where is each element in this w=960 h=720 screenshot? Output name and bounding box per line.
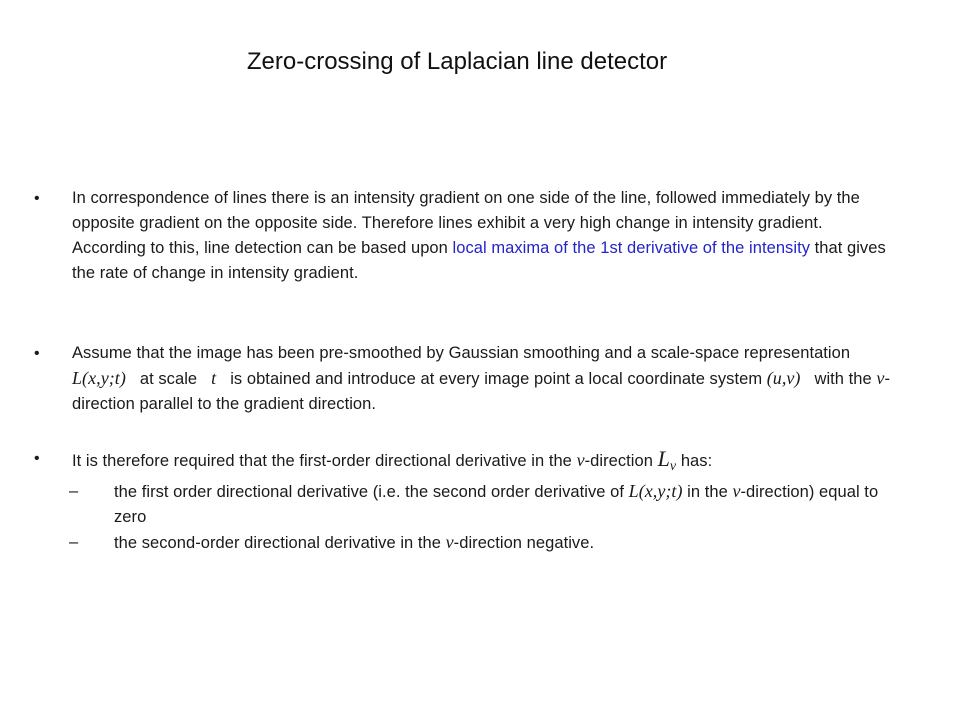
bullet-item-3 xyxy=(34,446,892,556)
math-scale-t: t xyxy=(211,368,217,388)
sub-item-1-text-b: in the xyxy=(687,483,728,501)
math-uv-coordinates: (u,v) xyxy=(766,368,801,388)
math-v: v xyxy=(876,368,885,388)
sub-item-2-text-b: -direction negative. xyxy=(453,534,595,552)
bullet-1-text-end: that gives the rate of change in intensity gradient. xyxy=(72,239,886,282)
math-scale-space-function: L(x,y;t) xyxy=(628,481,683,501)
sub-item-1-text-a: the first order directional derivative (i.e. the second order derivative of xyxy=(114,483,624,501)
bullet-dot: • xyxy=(34,450,40,467)
bullet-2-text-b: at scale xyxy=(139,370,198,388)
bullet-item-2 xyxy=(34,341,892,417)
sub-item-2 xyxy=(69,530,892,556)
sub-item-1 xyxy=(69,479,892,530)
bullet-2-text-c: is obtained and introduce at every image point a local coordinate system xyxy=(230,370,763,388)
math-v: v xyxy=(576,450,585,470)
bullet-1-text: In correspondence of lines there is an intensity gradient on one side of the line, followed immediately by the opposite gradient on the opposite side. Therefore lines exhibit a very high change in intensity gradient. According to this, line detection can be based upon xyxy=(72,189,860,257)
bullet-dot: • xyxy=(34,345,40,362)
math-L-v: $L_v$ xyxy=(657,446,677,474)
bullet-item-1 xyxy=(34,186,892,286)
bullet-dot: • xyxy=(34,190,40,207)
slide-title: Zero-crossing of Laplacian line detector xyxy=(246,48,668,75)
bullet-3-text-a: It is therefore required that the first-order directional derivative in the xyxy=(72,452,572,470)
bullet-3-text-c: has: xyxy=(680,452,713,470)
math-scale-space-function: L(x,y;t) xyxy=(72,368,126,388)
bullet-2-text-a: Assume that the image has been pre-smoothed by Gaussian smoothing and a scale-space representation xyxy=(72,344,851,362)
sub-item-2-text-a: the second-order directional derivative in the xyxy=(114,534,441,552)
dash-marker: – xyxy=(69,482,79,500)
math-v: v xyxy=(732,481,741,501)
bullet-2-text-e: -direction parallel to the gradient direction. xyxy=(72,370,890,413)
math-v: v xyxy=(445,532,454,552)
bullet-2-text-d: with the xyxy=(814,370,872,388)
dash-marker: – xyxy=(69,533,79,551)
sub-item-1-text-c: -direction) equal to zero xyxy=(114,483,879,526)
bullet-1-highlight: local maxima of the 1st derivative of the intensity xyxy=(452,239,810,257)
bullet-3-text-b: -direction xyxy=(584,452,653,470)
